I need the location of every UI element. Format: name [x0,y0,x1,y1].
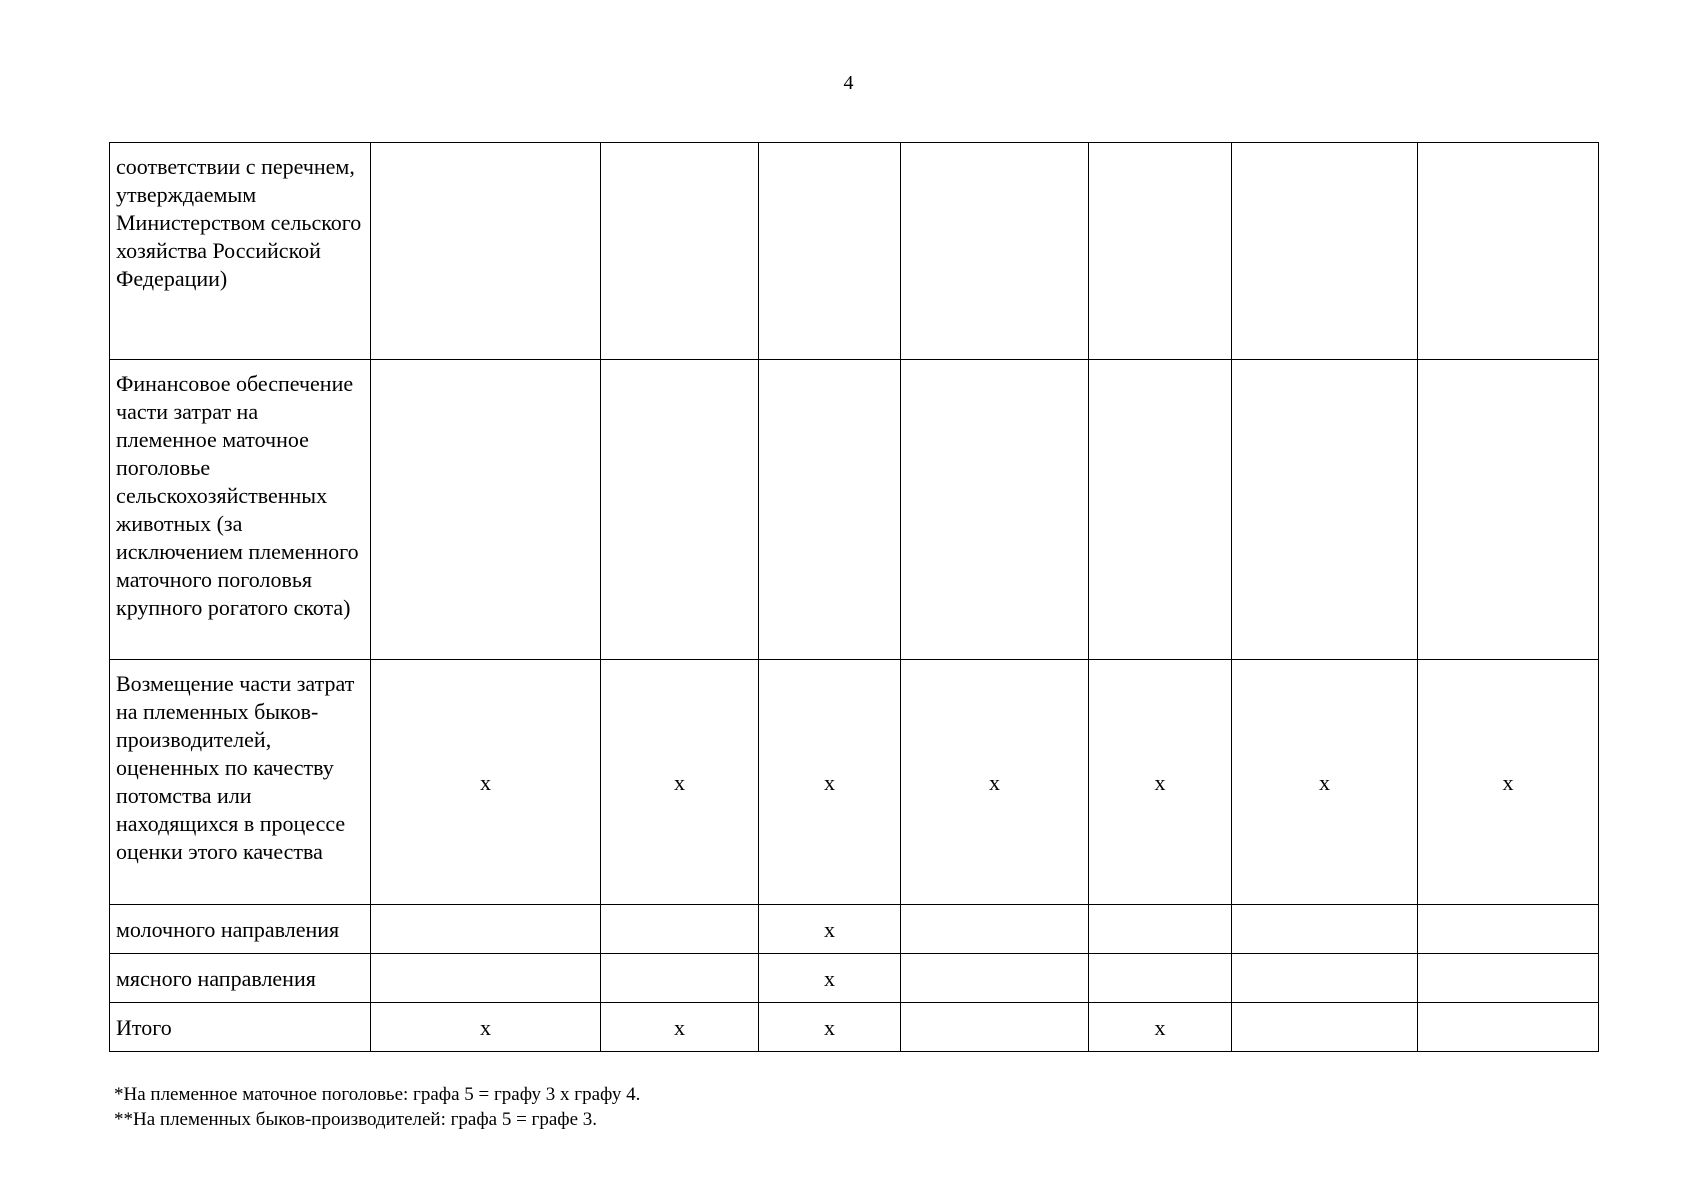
table-cell [1418,143,1599,360]
table-cell [601,905,759,954]
table-cell: х [1232,660,1418,905]
table-cell [1232,905,1418,954]
table-cell [1089,954,1232,1003]
table-cell [901,143,1089,360]
table-cell [759,360,901,660]
table-cell [759,143,901,360]
table-cell: х [371,660,601,905]
table-body [110,143,1599,1052]
table-cell [1418,1003,1599,1052]
table-cell [901,1003,1089,1052]
table-cell [601,954,759,1003]
table-cell: х [601,1003,759,1052]
table-cell: х [1089,660,1232,905]
table-cell [1418,360,1599,660]
table-cell [1418,905,1599,954]
table-cell: х [759,660,901,905]
row-label: молочного направления [110,905,371,954]
table-cell [371,143,601,360]
table-cell: х [1418,660,1599,905]
table-cell [601,360,759,660]
table-row [110,1003,1599,1052]
footnote: **На племенных быков-производителей: графа 5 = графе 3. [114,1109,598,1130]
table-cell [371,360,601,660]
row-label: Итого [110,1003,371,1052]
table-cell [1089,360,1232,660]
table-cell [1232,143,1418,360]
table-cell: х [759,1003,901,1052]
table-row [110,360,1599,660]
table-cell: х [759,905,901,954]
page-number: 4 [843,72,854,94]
table-cell: х [759,954,901,1003]
table-cell: х [1089,1003,1232,1052]
table-cell [1418,954,1599,1003]
table-row [110,660,1599,905]
subsidy-table [109,142,1599,1052]
row-label: соответствии с перечнем, утверждаемым Министерством сельского хозяйства Российской Федерации) [110,143,371,360]
table-cell [601,143,759,360]
table-cell [1232,1003,1418,1052]
row-label: Финансовое обеспечение части затрат на племенное маточное поголовье сельскохозяйственных животных (за исключением племенного маточного поголовья крупного рогатого скота) [110,360,371,660]
table-cell [901,954,1089,1003]
table-cell: х [601,660,759,905]
table-cell [901,360,1089,660]
footnote: *На племенное маточное поголовье: графа 5 = графу 3 х графу 4. [114,1084,641,1105]
table-cell [1232,360,1418,660]
table-cell: х [901,660,1089,905]
table-cell [1232,954,1418,1003]
table-cell [1089,905,1232,954]
table-cell [1089,143,1232,360]
table-cell [371,905,601,954]
table-cell: х [371,1003,601,1052]
footnotes [114,1082,640,1132]
table-cell [901,905,1089,954]
table-row [110,954,1599,1003]
table-cell [371,954,601,1003]
table-row [110,143,1599,360]
table-row [110,905,1599,954]
row-label: мясного направления [110,954,371,1003]
row-label: Возмещение части затрат на племенных быков-производителей, оцененных по качеству потомства или находящихся в процессе оценки этого качества [110,660,371,905]
